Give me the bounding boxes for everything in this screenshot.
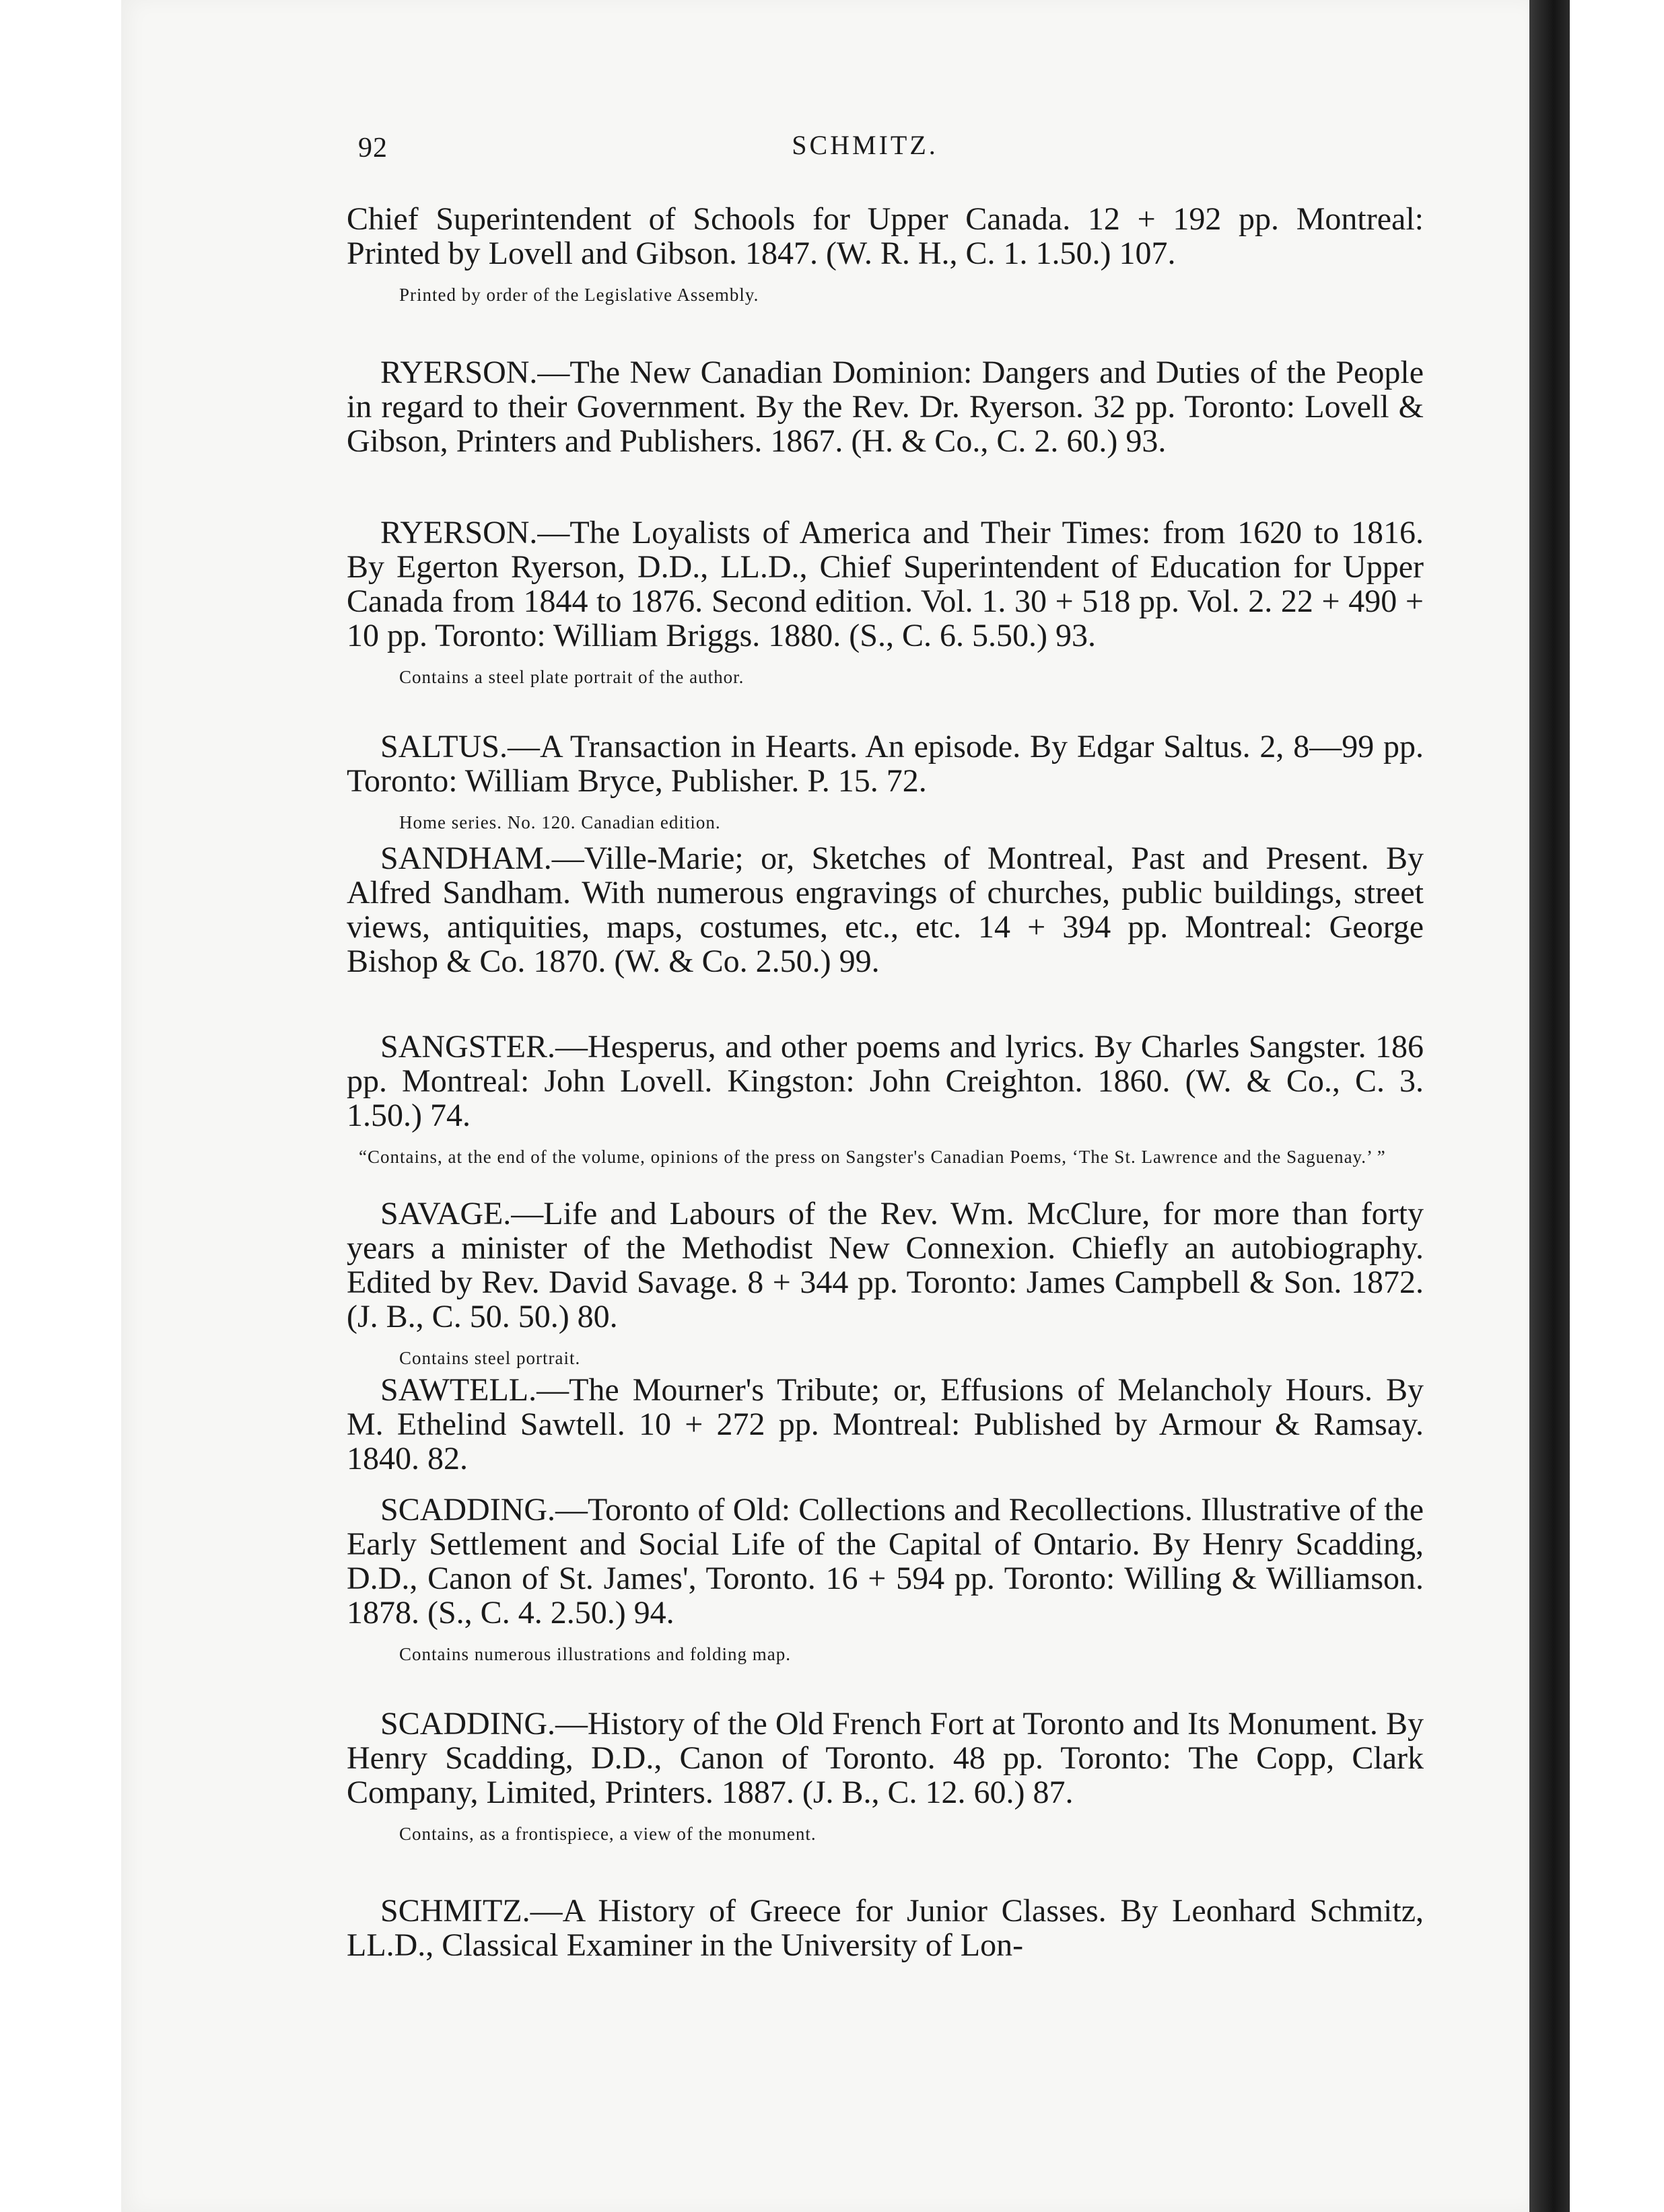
scan-right-margin <box>1570 0 1664 2212</box>
entry-scadding-toronto <box>347 1493 1424 1666</box>
entry-text: Chief Superintendent of Schools for Upper Canada. 12 + 192 pp. Montreal: Printed by Lovell and Gibson. 1847. (W. R. H., C. 1. 1.50.) 107. <box>347 201 1424 271</box>
entry-text: RYERSON.—The Loyalists of America and Their Times: from 1620 to 1816. By Egerton Ryerson, D.D., LL.D., Chief Superintendent of Education for Upper Canada from 1844 to 1876. Second edition. Vol. 1. 30 + 518 pp. Vol. 2. 22 + 490 + 10 pp. Toronto: William Briggs. 1880. (S., C. 6. 5.50.) 93. <box>347 515 1424 653</box>
entry-scadding-fort <box>347 1707 1424 1846</box>
entry-note: Contains steel portrait. <box>399 1348 581 1368</box>
entry-text: SANDHAM.—Ville-Marie; or, Sketches of Montreal, Past and Present. By Alfred Sandham. With numerous engravings of churches, public buildings, street views, antiquities, maps, costumes, etc., etc. 14 + 394 pp. Montreal: George Bishop & Co. 1870. (W. & Co. 2.50.) 99. <box>347 841 1424 979</box>
entry-text: SCHMITZ.—A History of Greece for Junior Classes. By Leonhard Schmitz, LL.D., Classical Examiner in the University of Lon- <box>347 1893 1424 1963</box>
entry-text: SALTUS.—A Transaction in Hearts. An episode. By Edgar Saltus. 2, 8—99 pp. Toronto: William Bryce, Publisher. P. 15. 72. <box>347 729 1424 799</box>
page-gutter-edge <box>1529 0 1570 2212</box>
entry-text: SAWTELL.—The Mourner's Tribute; or, Effusions of Melancholy Hours. By M. Ethelind Sawtell. 10 + 272 pp. Montreal: Published by Armour & Ramsay. 1840. 82. <box>347 1372 1424 1476</box>
entry-sangster <box>347 1030 1424 1169</box>
entry-note: Home series. No. 120. Canadian edition. <box>399 812 721 832</box>
entry-continuation <box>347 202 1424 307</box>
scan-left-margin <box>0 0 121 2212</box>
entry-schmitz <box>347 1894 1424 1962</box>
entry-saltus <box>347 729 1424 834</box>
entry-note: “Contains, at the end of the volume, opinions of the press on Sangster's Canadian Poems, ‘The St. Lawrence and the Saguenay.’ ” <box>359 1147 1386 1167</box>
entry-text: RYERSON.—The New Canadian Dominion: Dangers and Duties of the People in regard to their Government. By the Rev. Dr. Ryerson. 32 pp. Toronto: Lovell & Gibson, Printers and Publishers. 1867. (H. & Co., C. 2. 60.) 93. <box>347 355 1424 459</box>
entry-ryerson-loyalists <box>347 515 1424 689</box>
entry-note: Contains numerous illustrations and folding map. <box>399 1644 791 1664</box>
entry-savage <box>347 1197 1424 1370</box>
entry-note: Printed by order of the Legislative Assembly. <box>399 285 759 305</box>
page-number: 92 <box>358 133 388 164</box>
entry-note: Contains, as a frontispiece, a view of the monument. <box>399 1824 817 1844</box>
entry-text: SANGSTER.—Hesperus, and other poems and lyrics. By Charles Sangster. 186 pp. Montreal: John Lovell. Kingston: John Creighton. 1860. (W. & Co., C. 3. 1.50.) 74. <box>347 1029 1424 1133</box>
entry-ryerson-dominion <box>347 355 1424 458</box>
entry-text: SAVAGE.—Life and Labours of the Rev. Wm. McClure, for more than forty years a minister of the Methodist New Connexion. Chiefly an autobiography. Edited by Rev. David Savage. 8 + 344 pp. Toronto: James Campbell & Son. 1872. (J. B., C. 50. 50.) 80. <box>347 1196 1424 1334</box>
entry-sandham <box>347 841 1424 978</box>
entry-text: SCADDING.—Toronto of Old: Collections and Recollections. Illustrative of the Early Settlement and Social Life of the Capital of Ontario. By Henry Scadding, D.D., Canon of St. James', Toronto. 16 + 594 pp. Toronto: Willing & Williamson. 1878. (S., C. 4. 2.50.) 94. <box>347 1492 1424 1631</box>
entry-note: Contains a steel plate portrait of the author. <box>399 667 744 687</box>
entry-text: SCADDING.—History of the Old French Fort at Toronto and Its Monument. By Henry Scadding, D.D., Canon of Toronto. 48 pp. Toronto: The Copp, Clark Company, Limited, Printers. 1887. (J. B., C. 12. 60.) 87. <box>347 1706 1424 1810</box>
running-head: SCHMITZ. <box>792 130 938 160</box>
entry-sawtell <box>347 1373 1424 1476</box>
